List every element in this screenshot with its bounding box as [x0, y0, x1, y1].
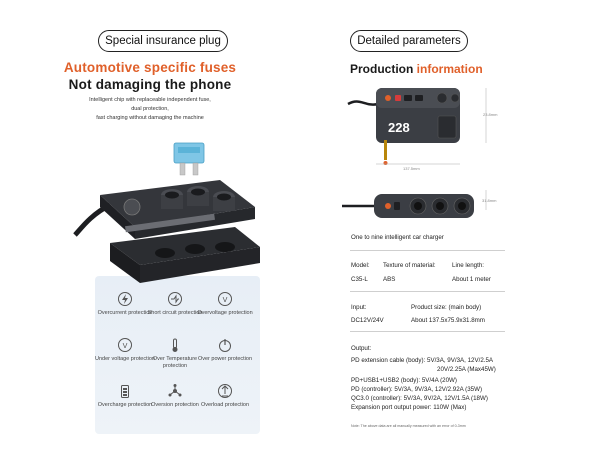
overdischarge-icon	[167, 383, 183, 399]
undervoltage-icon	[117, 337, 133, 353]
heading-automotive-fuses: Automotive specific fuses	[63, 60, 237, 75]
divider-3	[350, 331, 505, 332]
description-line-3: fast charging without damaging the machine	[96, 115, 204, 121]
product-size-label: Product size: (main body)	[411, 304, 482, 311]
output-line-4: PD (controller): 5V/3A, 9V/3A, 12V/2.92A (35W)	[351, 386, 483, 393]
protection-undervoltage: V Under voltage protection	[95, 337, 155, 363]
product-size-value: About 137.5x75.9x31.8mm	[411, 317, 485, 324]
overload-icon	[217, 383, 233, 399]
power-display: 228	[388, 120, 410, 135]
model-label: Model:	[351, 262, 370, 269]
product-name: One to nine intelligent car charger	[351, 234, 444, 241]
protection-overcurrent: Overcurrent protection	[95, 291, 155, 317]
dim-height-1: 23.8mm	[483, 112, 498, 117]
input-value: DC12V/24V	[351, 317, 384, 324]
protection-overload: Overload protection	[195, 383, 255, 409]
input-label: Input:	[351, 304, 367, 311]
divider-1	[350, 250, 505, 251]
protection-overcharge: Overcharge protection	[95, 383, 155, 409]
output-line-3: PD+USB1+USB2 (body): 5V/4A (20W)	[351, 377, 457, 384]
description-line-1: Intelligent chip with replaceable independent fuse,	[89, 97, 211, 103]
overcurrent-icon	[117, 291, 133, 307]
texture-label: Texture of material:	[383, 262, 436, 269]
charger-illustration	[70, 135, 270, 295]
texture-value: ABS	[383, 276, 396, 283]
section-pill-insurance-plug: Special insurance plug	[98, 30, 228, 52]
protection-over-power: Over power protection	[195, 337, 255, 363]
divider-2	[350, 291, 505, 292]
over-temperature-icon	[167, 337, 183, 353]
overvoltage-icon	[217, 291, 233, 307]
section-pill-detailed-parameters: Detailed parameters	[350, 30, 468, 52]
protection-oversion: Oversion protection	[145, 383, 205, 409]
line-length-label: Line length:	[452, 262, 484, 269]
line-length-value: About 1 meter	[452, 276, 491, 283]
output-line-5: QC3.0 (controller): 5V/3A, 9V/2A, 12V/1.5A (18W)	[351, 395, 488, 402]
output-label: Output:	[351, 345, 372, 352]
protection-short-circuit: Short circuit protection	[145, 291, 205, 317]
dim-width: 137.5mm	[403, 166, 420, 171]
description-line-2: dual protection,	[131, 106, 169, 112]
short-circuit-icon	[167, 291, 183, 307]
output-line-2: 20V/2.25A (Max45W)	[437, 366, 496, 373]
measurement-note: Note: The above data are all manually measured with an error of 0-3mm	[351, 424, 466, 428]
output-line-1: PD extension cable (body): 5V/3A, 9V/3A, 12V/2.5A	[351, 357, 494, 364]
svg-text:V: V	[122, 342, 128, 350]
over-power-icon	[217, 337, 233, 353]
fuse-icon	[174, 143, 204, 175]
protection-over-temperature: Over Temperature protection	[145, 337, 205, 370]
extension-unit-drawing	[340, 186, 490, 226]
protection-overvoltage: V Overvoltage protection	[195, 291, 255, 317]
production-information-title: Production information	[350, 62, 483, 76]
dim-height-2: 31.8mm	[482, 198, 497, 203]
overcharge-icon	[117, 383, 133, 399]
model-value: C35-L	[351, 276, 368, 283]
heading-not-damaging: Not damaging the phone	[68, 77, 232, 92]
svg-text:V: V	[222, 296, 228, 304]
output-line-6: Expansion port output power: 110W (Max)	[351, 404, 467, 411]
